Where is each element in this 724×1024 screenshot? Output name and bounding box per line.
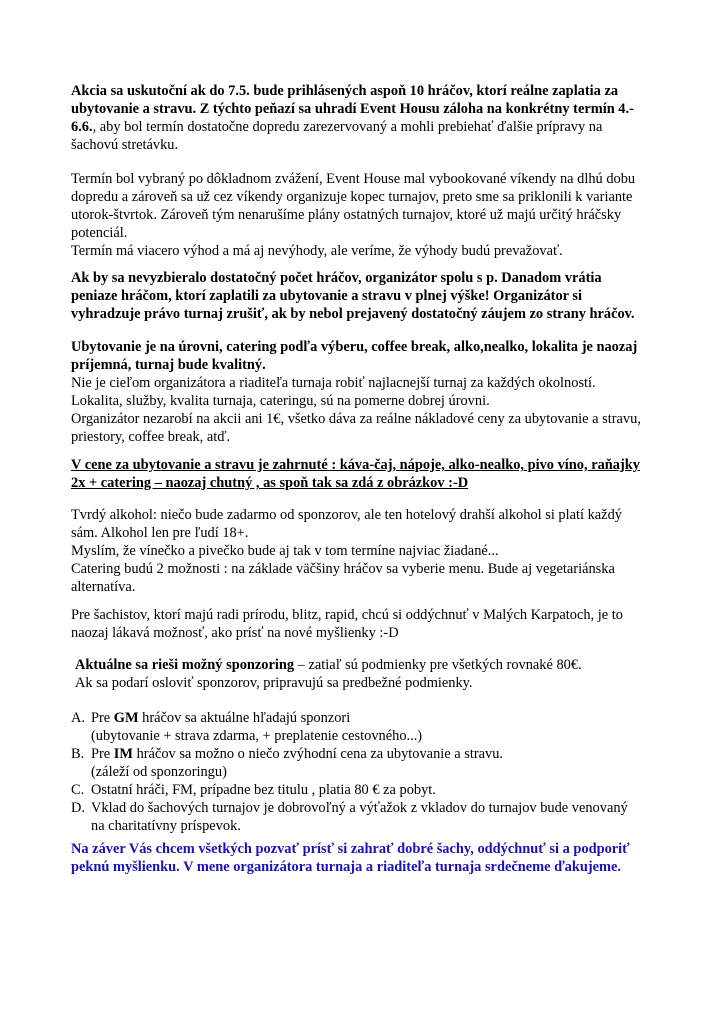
text-line <box>75 656 665 674</box>
sponsoring-heading: Aktuálne sa rieši možný sponzoring <box>75 657 295 673</box>
text-line: Lokalita, služby, kvalita turnaja, cateringu, sú na pomerne dobrej úrovni. <box>71 393 490 409</box>
text-line: Tvrdý alkohol: niečo bude zadarmo od sponzorov, ale ten hotelový drahší alkohol si platí každý <box>71 507 622 523</box>
paragraph-alcohol-catering <box>71 506 661 596</box>
text-line: Na záver Vás chcem všetkých pozvať prísť si zahrať dobré šachy, oddýchnuť si a podporiť <box>71 841 630 857</box>
list-item <box>71 781 671 799</box>
list-marker: B. <box>71 746 85 762</box>
list-marker: D. <box>71 800 85 816</box>
text-line: Myslím, že vínečko a pivečko bude aj tak v tom termíne najviac žiadané... <box>71 543 499 559</box>
text-line: Pre šachistov, ktorí majú radi prírodu, blitz, rapid, chcú si oddýchnuť v Malých Karpatoch, je to <box>71 607 623 623</box>
text-line: utorok-štvrtok. Zároveň tým nenarušíme plány ostatných turnajov, ktoré už majú určitý hráčsky <box>71 207 622 223</box>
text-line: naozaj lákavá možnosť, ako prísť na nové myšlienky :-D <box>71 625 399 641</box>
text-line: šachovú stretávku. <box>71 137 179 153</box>
gm-title: GM <box>113 710 139 726</box>
text-line: príjemná, turnaj bude kvalitný. <box>71 357 266 373</box>
text-fragment: Pre <box>91 746 114 762</box>
list-item-continuation: na charitatívny príspevok. <box>91 818 241 834</box>
text-line: alternatíva. <box>71 579 136 595</box>
text-line: V cene za ubytovanie a stravu je zahrnuté : káva-čaj, nápoje, alko-nealko, pivo víno, raňajky <box>71 457 640 473</box>
list-marker: A. <box>71 710 85 726</box>
text-line: Ubytovanie je na úrovni, catering podľa výberu, coffee break, alko,nealko, lokalita je naozaj <box>71 339 638 355</box>
date-range-end: 6.6. <box>71 119 93 135</box>
text-line <box>71 118 661 136</box>
text-line: priestory, coffee break, atď. <box>71 429 231 445</box>
text-line: Organizátor nezarobí na akcii ani 1€, všetko dáva za reálne nákladové ceny za ubytovanie a stravu, <box>71 411 641 427</box>
paragraph-refund <box>71 269 661 323</box>
text-fragment: hráčov sa aktuálne hľadajú sponzori <box>138 710 351 726</box>
text-line: Akcia sa uskutoční ak do 7.5. bude prihlásených aspoň 10 hráčov, ktorí reálne zaplatia za <box>71 83 619 99</box>
im-title: IM <box>113 746 133 762</box>
text-line: 2x + catering – naozaj chutný , as spoň tak sa zdá z obrázkov :-D <box>71 475 469 491</box>
text-line: sám. Alkohol len pre ľudí 18+. <box>71 525 249 541</box>
text-line: Ak by sa nevyzbieralo dostatočný počet hráčov, organizátor spolu s p. Danadom vrátia <box>71 270 602 286</box>
text-fragment: – zatiaľ sú podmienky pre všetkých rovnaké 80€. <box>294 657 582 673</box>
text-fragment: Pre <box>91 710 114 726</box>
text-fragment: Ostatní hráči, FM, prípadne bez titulu , platia 80 € za pobyt. <box>91 782 436 798</box>
text-line: dopredu a zároveň sa už cez víkendy organizuje kopec turnajov, preto sme sa priklonili k variante <box>71 189 633 205</box>
list-item <box>71 745 671 763</box>
list-item <box>71 709 671 727</box>
text-fragment: , aby bol termín dostatočne dopredu zarezervovaný a mohli prebiehať ďalšie prípravy na <box>92 119 603 135</box>
text-line: Termín bol vybraný po dôkladnom zvážení, Event House mal vybookované víkendy na dlhú dobu <box>71 171 636 187</box>
paragraph-sponsoring <box>75 656 665 692</box>
text-line: Nie je cieľom organizátora a riaditeľa turnaja robiť najlacnejší turnaj za každých okolností. <box>71 375 596 391</box>
paragraph-nature <box>71 606 661 642</box>
text-line: vyhradzuje právo turnaj zrušiť, ak by nebol prejavený dostatočný záujem zo strany hráčov. <box>71 306 635 322</box>
list-item-continuation: (ubytovanie + strava zdarma, + preplatenie cestovného...) <box>91 728 423 744</box>
text-line: Ak sa podarí osloviť sponzorov, pripravujú sa predbežné podmienky. <box>75 675 473 691</box>
text-line: Termín má viacero výhod a má aj nevýhody, ale veríme, že výhody budú prevažovať. <box>71 243 563 259</box>
text-line: potenciál. <box>71 225 128 241</box>
paragraph-conditions <box>71 82 661 154</box>
list-marker: C. <box>71 782 85 798</box>
paragraph-quality <box>71 338 661 446</box>
text-line: peniaze hráčom, ktorí zaplatili za ubytovanie a stravu v plnej výške! Organizátor si <box>71 288 582 304</box>
text-line: Catering budú 2 možnosti : na základe väčšiny hráčov sa vyberie menu. Bude aj vegetariánska <box>71 561 615 577</box>
list-item <box>71 799 671 817</box>
closing-invitation <box>71 840 661 876</box>
paragraph-price-includes <box>71 456 661 492</box>
list-item-continuation: (záleží od sponzoringu) <box>91 764 227 780</box>
text-fragment: hráčov sa možno o niečo zvýhodní cena za ubytovanie a stravu. <box>132 746 503 762</box>
text-line: ubytovanie a stravu. Z týchto peňazí sa uhradí Event Housu záloha na konkrétny termín 4.- <box>71 101 634 117</box>
text-line: peknú myšlienku. V mene organizátora turnaja a riaditeľa turnaja srdečneme ďakujeme. <box>71 859 621 875</box>
sponsor-conditions-list <box>71 709 671 835</box>
paragraph-date-choice <box>71 170 661 260</box>
text-fragment: Vklad do šachových turnajov je dobrovoľný a výťažok z vkladov do turnajov bude venovaný <box>91 800 628 816</box>
